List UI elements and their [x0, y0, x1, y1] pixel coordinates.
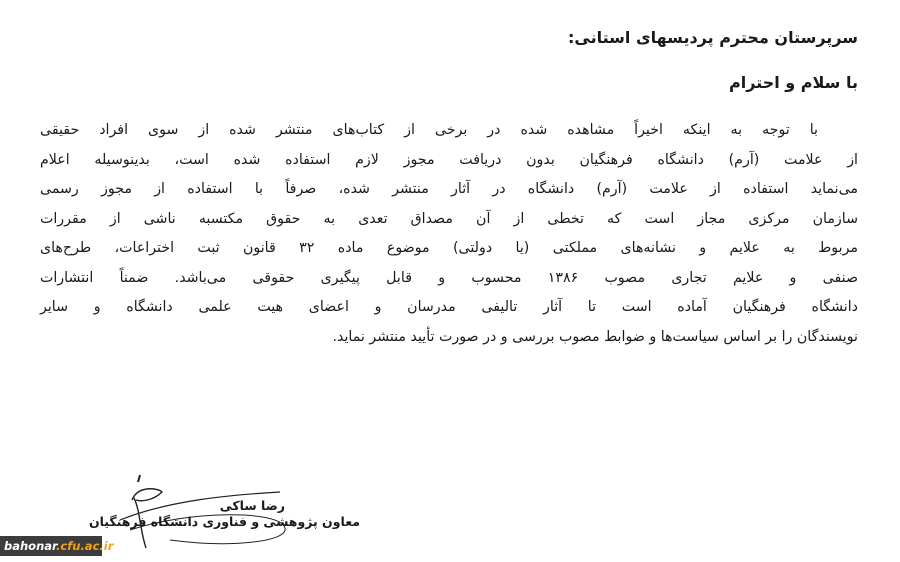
signatory-name: رضا ساکی	[219, 498, 285, 513]
addressee-heading: سرپرستان محترم پردیسهای استانی:	[568, 28, 858, 47]
signatory-title: معاون پژوهشی و فناوری دانشگاه فرهنگیان	[88, 514, 360, 529]
greeting: با سلام و احترام	[729, 73, 858, 92]
body-line: می‌نماید استفاده از علامت (آرم) دانشگاه در آثار منتشر شده، صرفاً با استفاده از مجوز رسمی	[40, 181, 858, 197]
body-line: مربوط به علایم و نشانه‌های مملکتی (یا دولتی) موضوع ماده ۳۲ قانون ثبت اختراعات، طرح‌های	[40, 240, 858, 256]
watermark-part1: bahonar	[4, 539, 57, 553]
body-line: صنفی و علایم تجاری مصوب ۱۳۸۶ محسوب و قابل پیگیری حقوقی می‌باشد. ضمناً انتشارات	[40, 269, 858, 286]
body-line: دانشگاه فرهنگیان آماده است تا آثار تالیفی مدرسان و اعضای هیت علمی دانشگاه و سایر	[40, 299, 858, 315]
body-line: از علامت (آرم) دانشگاه فرهنگیان بدون دریافت مجوز لازم استفاده شده است، بدینوسیله اعلام	[40, 151, 858, 168]
body-line: سازمان مرکزی مجاز است که تخطی از آن مصداق تعدی به حقوق مکتسبه ناشی از مقررات	[40, 210, 858, 227]
body-line: با توجه به اینکه اخیراً مشاهده شده در برخی از کتاب‌های منتشر شده از سوی افراد حقیقی	[40, 122, 818, 138]
website-watermark	[0, 536, 114, 556]
letter-body	[40, 116, 858, 352]
body-line: نویسندگان را بر اساس سیاست‌ها و ضوابط مصوب بررسی و در صورت تأیید منتشر نماید.	[332, 328, 858, 345]
signature-block	[75, 498, 360, 530]
watermark-part2: .cfu.ac.ir	[56, 539, 114, 553]
